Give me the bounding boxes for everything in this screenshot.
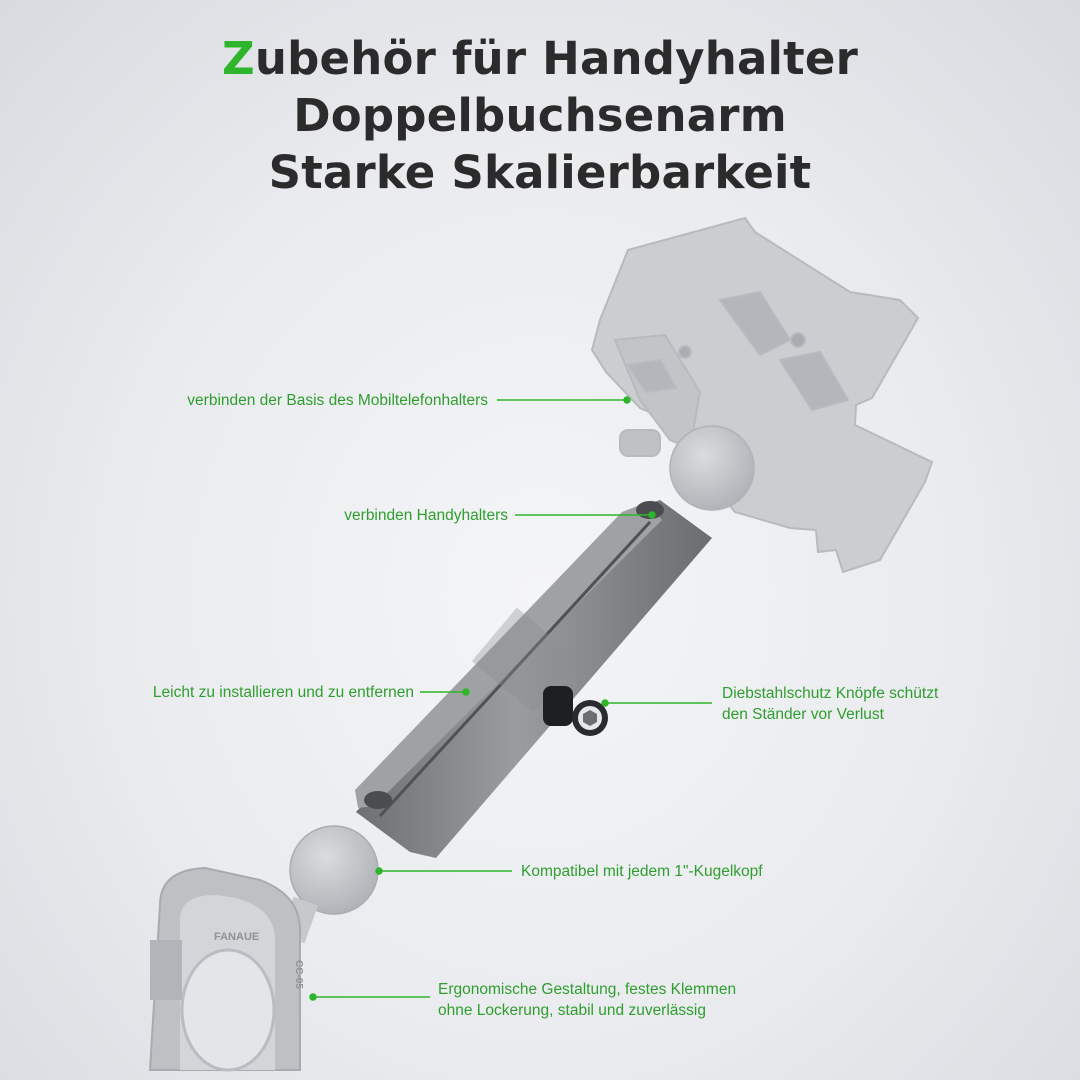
callout-clamp-line-1: Ergonomische Gestaltung, festes Klemmen bbox=[438, 981, 737, 998]
title-line-2: Doppelbuchsenarm bbox=[293, 89, 787, 142]
double-socket-arm bbox=[355, 500, 712, 858]
callout-ball-compat: Kompatibel mit jedem 1"-Kugelkopf bbox=[521, 863, 763, 880]
callout-easy-install: Leicht zu installieren und zu entfernen bbox=[152, 684, 414, 701]
callout-anti-theft-line-1: Diebstahlschutz Knöpfe schützt bbox=[722, 685, 939, 702]
clamp-brand: FANAUE bbox=[214, 931, 260, 943]
callout-holder-connect: verbinden Handyhalters bbox=[344, 507, 508, 524]
callout-clamp-line-2: ohne Lockerung, stabil und zuverlässig bbox=[438, 1002, 706, 1019]
holder-ball bbox=[670, 426, 754, 510]
title-accent-letter: Z bbox=[222, 32, 255, 85]
callout-holder-base: verbinden der Basis des Mobiltelefonhalters bbox=[187, 392, 488, 409]
clamp-model: CC-05 bbox=[293, 960, 304, 989]
title-line-1-text: ubehör für Handyhalter bbox=[254, 32, 858, 85]
title-line-3: Starke Skalierbarkeit bbox=[268, 146, 812, 199]
handlebar-clamp bbox=[150, 868, 304, 1070]
callout-anti-theft-line-2: den Ständer vor Verlust bbox=[722, 706, 884, 723]
callout-anti-theft bbox=[722, 683, 938, 725]
callout-clamp bbox=[438, 979, 736, 1021]
